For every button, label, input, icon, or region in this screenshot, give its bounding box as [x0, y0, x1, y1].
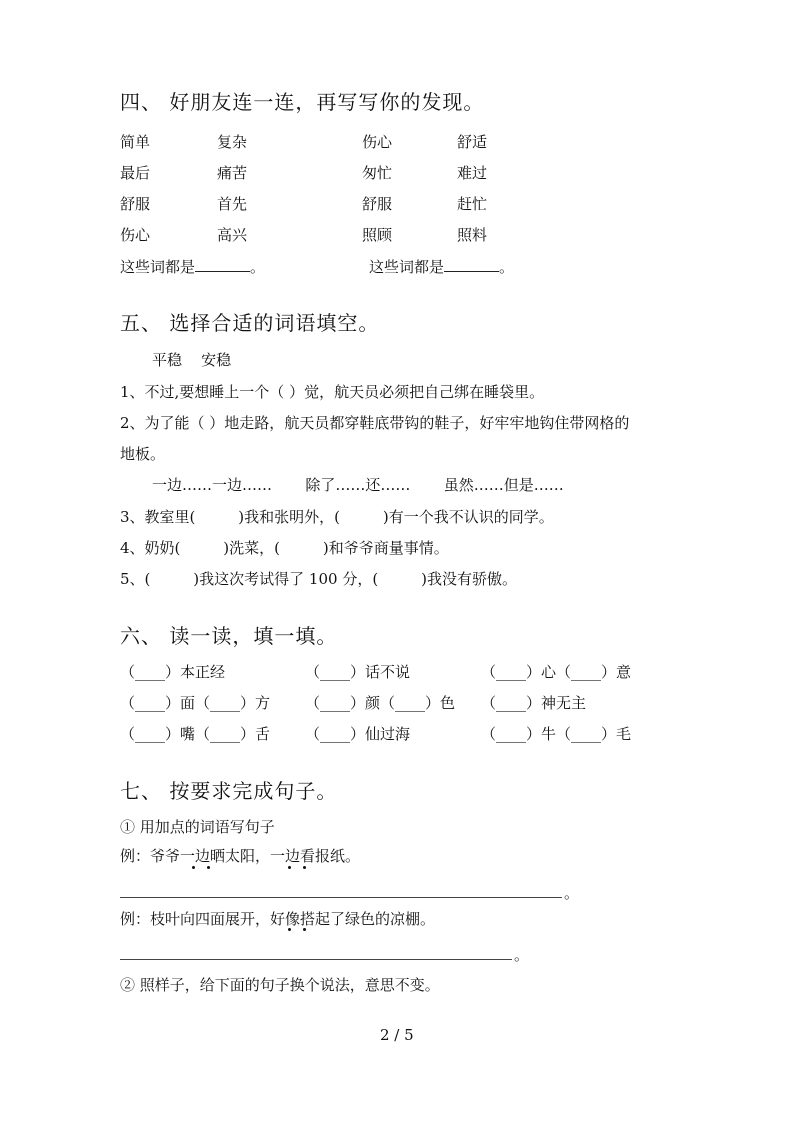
answer-blank[interactable]: [444, 259, 499, 272]
emphasis-dot: [288, 866, 291, 869]
instruction-2: ② 照样子，给下面的句子换个说法，意思不变。: [120, 976, 440, 994]
question-2: 2、为了能（ ）地走路，航天员都穿鞋底带钩的鞋子，好牢牢地钩住带网格的: [120, 414, 630, 432]
idiom-item[interactable]: （____）神无主: [481, 694, 587, 712]
question-5: 5、( )我这次考试得了 100 分，( )我没有骄傲。: [120, 570, 517, 588]
period: 。: [564, 884, 580, 902]
word-cell: 匆忙: [362, 164, 393, 182]
section-4-heading: 四、 好朋友连一连，再写写你的发现。: [120, 90, 485, 114]
conclusion-label: 这些词都是: [120, 258, 196, 276]
conclusion-left: [120, 256, 265, 277]
conclusion-right: [369, 256, 514, 277]
idiom-item[interactable]: （____）本正经: [120, 663, 226, 681]
conclusion-label: 这些词都是: [369, 258, 445, 276]
word-cell: 伤心: [120, 226, 151, 244]
emphasis-dot: [192, 866, 195, 869]
period: 。: [499, 258, 515, 276]
section-6-heading: 六、 读一读，填一填。: [120, 624, 338, 648]
emphasis-dot: [303, 928, 306, 931]
word-cell: 痛苦: [217, 164, 248, 182]
word-cell: 赶忙: [457, 195, 488, 213]
word-cell: 复杂: [217, 133, 248, 151]
emphasis-dot: [303, 866, 306, 869]
answer-line[interactable]: [120, 897, 562, 898]
answer-line[interactable]: [120, 959, 512, 960]
period: 。: [514, 946, 530, 964]
idiom-item[interactable]: （____）心（____）意: [481, 663, 632, 681]
section-7-heading: 七、 按要求完成句子。: [120, 779, 338, 803]
word-cell: 最后: [120, 164, 151, 182]
example-1: 例：爷爷一边晒太阳，一边看报纸。: [120, 847, 361, 865]
period: 。: [250, 258, 266, 276]
word-cell: 舒适: [457, 133, 488, 151]
instruction-1: ① 用加点的词语写句子: [120, 818, 275, 836]
word-cell: 照顾: [362, 226, 393, 244]
word-cell: 难过: [457, 164, 488, 182]
word-cell: 伤心: [362, 133, 393, 151]
word-cell: 照料: [457, 226, 488, 244]
word-cell: 舒服: [362, 195, 393, 213]
section-5-heading: 五、 选择合适的词语填空。: [120, 311, 380, 335]
question-4: 4、奶奶( )洗菜，( )和爷爷商量事情。: [120, 539, 449, 557]
idiom-item[interactable]: （____）话不说: [305, 663, 411, 681]
answer-blank[interactable]: [195, 259, 250, 272]
word-cell: 舒服: [120, 195, 151, 213]
page-number: 2 / 5: [380, 1026, 414, 1044]
word-cell: 首先: [217, 195, 248, 213]
idiom-item[interactable]: （____）颜（____）色: [305, 694, 456, 712]
question-3: 3、教室里( )我和张明外，( )有一个我不认识的同学。: [120, 508, 554, 526]
idiom-item[interactable]: （____）面（____）方: [120, 694, 271, 712]
idiom-item[interactable]: （____）嘴（____）舌: [120, 725, 271, 743]
example-2: 例：枝叶向四面展开，好像搭起了绿色的凉棚。: [120, 910, 436, 928]
word-cell: 高兴: [217, 226, 248, 244]
idiom-item[interactable]: （____）仙过海: [305, 725, 411, 743]
idiom-item[interactable]: （____）牛（____）毛: [481, 725, 632, 743]
emphasis-dot: [207, 866, 210, 869]
emphasis-dot: [288, 928, 291, 931]
word-cell: 简单: [120, 133, 151, 151]
word-choices: 平稳 安稳: [152, 351, 232, 369]
question-2-cont: 地板。: [120, 445, 166, 463]
question-1: 1、不过,要想睡上一个（ ）觉，航天员必须把自己绑在睡袋里。: [120, 383, 545, 401]
conjunction-choices: 一边……一边…… 除了……还…… 虽然……但是……: [152, 476, 564, 494]
